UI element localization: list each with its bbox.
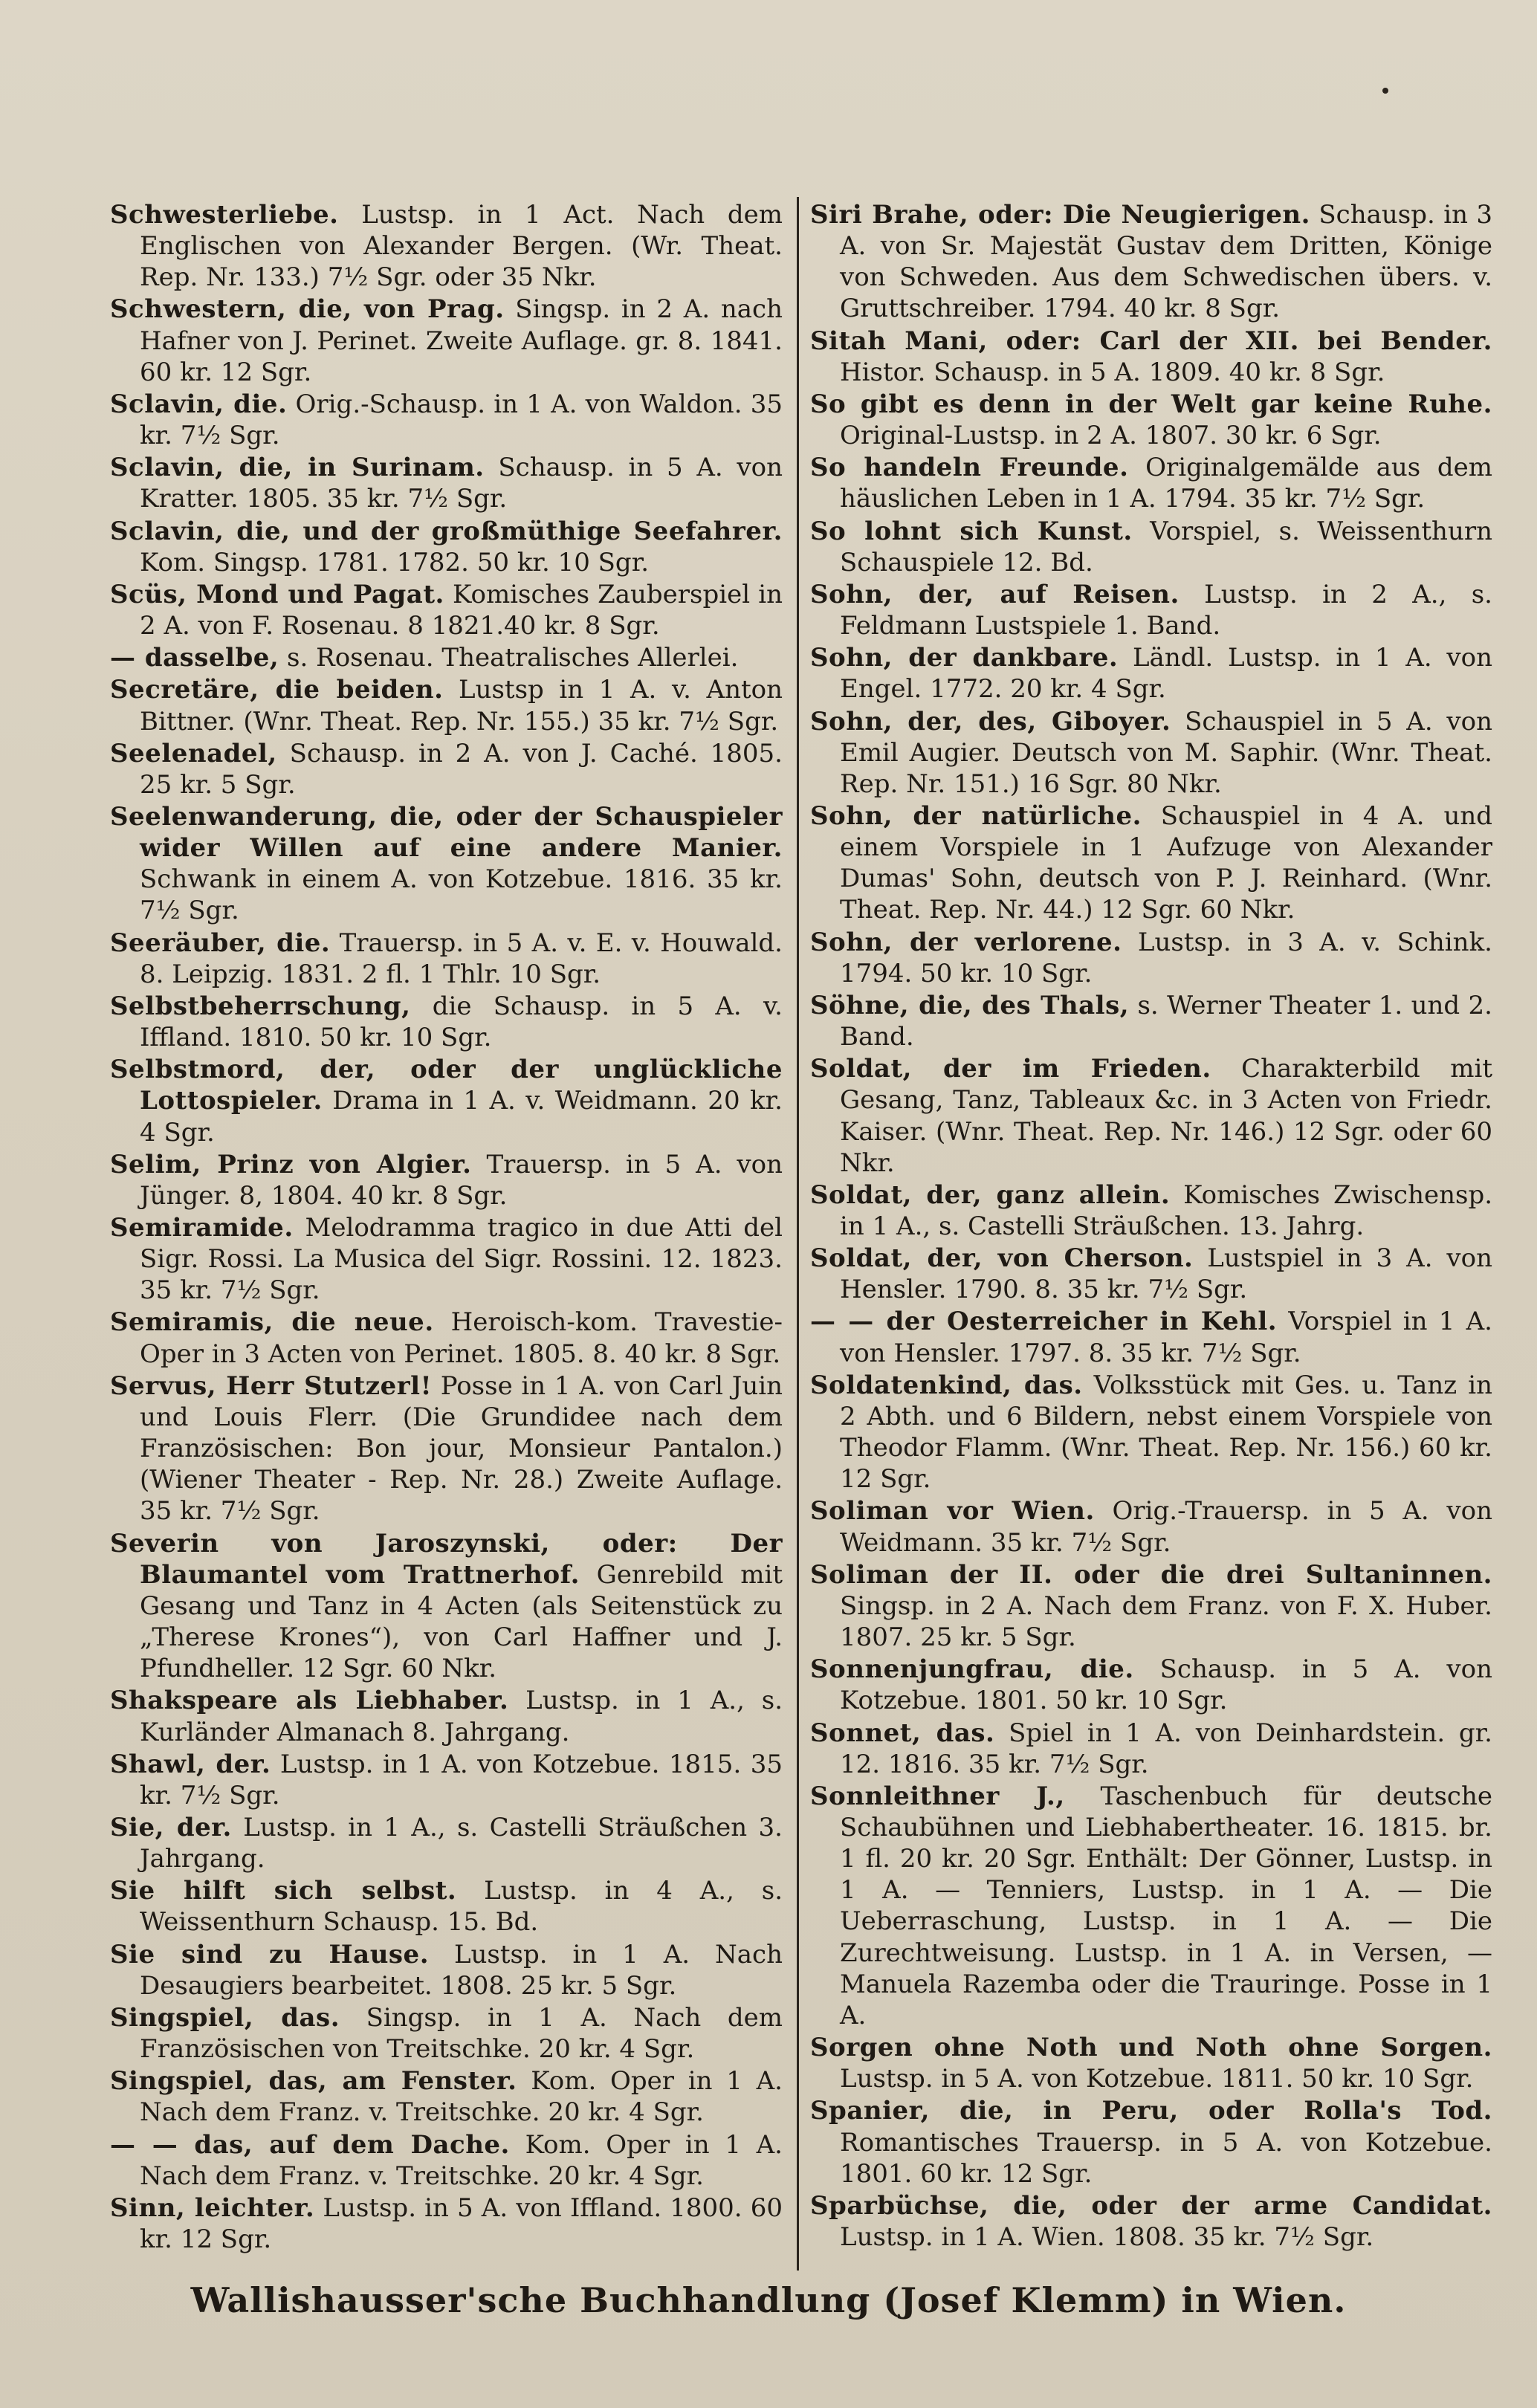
entry-title: Schwestern, die, von Prag. [110,294,505,325]
catalog-entry [110,642,783,673]
catalog-entry [110,452,783,514]
entry-details: Schauspiel in 4 A. und einem Vorspiele in 1 Aufzuge von Alexander Dumas' Sohn, deutsch von P. J. Reinhard. (Wnr. Theat. Rep. Nr. 44.) 12 Sgr. 60 Nkr. [840,800,1493,925]
entry-title: Sonnet, das. [810,1718,995,1748]
entry-title: Sclavin, die, und der großmüthige Seefahrer. [110,516,783,546]
entry-details: Lustspiel in 3 A. von Hensler. 1790. 8. 35 kr. 7½ Sgr. [840,1243,1493,1305]
entry-details: Singsp. in 2 A. Nach dem Franz. von F. X. Huber. 1807. 25 kr. 5 Sgr. [840,1590,1492,1653]
entry-title: Schwesterliebe. [110,200,339,230]
entry-details: Schwank in einem A. von Kotzebue. 1816. 35 kr. 7½ Sgr. [140,864,783,926]
entry-title: Selim, Prinz von Algier. [110,1149,472,1179]
entry-details: Orig.-Schausp. in 1 A. von Waldon. 35 kr. 7½ Sgr. [140,389,783,451]
entry-details: Charakterbild mit Gesang, Tanz, Tableaux &c. in 3 Acten von Friedr. Kaiser. (Wnr. Theat. Rep. Nr. 146.) 12 Sgr. oder 60 Nkr. [840,1054,1492,1178]
entry-details: Orig.-Trauersp. in 5 A. von Weidmann. 35 kr. 7½ Sgr. [840,1496,1492,1558]
catalog-entry [810,1718,1492,1780]
entry-title: Sonnenjungfrau, die. [810,1654,1134,1685]
catalog-entry [110,2129,783,2192]
catalog-entry [810,642,1492,705]
catalog-entry [810,706,1492,800]
entry-details: Spiel in 1 A. von Deinhardstein. gr. 12. 1816. 35 kr. 7½ Sgr. [840,1718,1492,1779]
entry-title: Sohn, der, des, Giboyer. [810,706,1171,737]
entry-title: Soldatenkind, das. [810,1370,1083,1400]
catalog-entry [810,2095,1492,2189]
entry-title: So lohnt sich Kunst. [810,516,1133,546]
catalog-entry [810,2032,1492,2094]
entry-details: Singsp. in 1 A. Nach dem Französischen von Treitschke. 20 kr. 4 Sgr. [140,2002,783,2065]
entry-details: Vorspiel, s. Weissenthurn Schauspiele 12. Bd. [840,516,1492,577]
entry-details: Trauersp. in 5 A. von Jünger. 8, 1804. 40 kr. 8 Sgr. [140,1149,783,1211]
entry-details: Genrebild mit Gesang und Tanz in 4 Acten (als Seitenstück zu „Therese Krones“), von Carl Haffner und J. Pfundheller. 12 Sgr. 60 Nkr. [140,1559,783,1684]
entry-title: Scüs, Mond und Pagat. [110,579,444,609]
entry-details: Schauspiel in 5 A. von Emil Augier. Deutsch von M. Saphir. (Wnr. Theat. Rep. Nr. 151.) 16 Sgr. 80 Nkr. [840,706,1492,799]
entry-title: Sie sind zu Hause. [110,1939,430,1970]
entry-title: Selbstbeherrschung, [110,991,411,1021]
entry-title: Semiramide. [110,1213,294,1243]
catalog-entry [810,516,1492,578]
entry-details: Volksstück mit Ges. u. Tanz in 2 Abth. und 6 Bildern, nebst einem Vorspiele von Theodor Flamm. (Wnr. Theat. Rep. Nr. 156.) 60 kr. 12 Sgr. [840,1370,1492,1495]
entry-title: Sohn, der, auf Reisen. [810,579,1180,609]
catalog-entry [110,1749,783,1811]
entry-details: Drama in 1 A. v. Weidmann. 20 kr. 4 Sgr. [140,1086,783,1148]
entry-title: Singspiel, das. [110,2002,340,2033]
entry-title: Sohn, der verlorene. [810,927,1122,957]
catalog-entry [810,326,1492,388]
entry-details: Lustsp in 1 A. v. Anton Bittner. (Wnr. Theat. Rep. Nr. 155.) 35 kr. 7½ Sgr. [140,675,783,737]
entry-details: Komisches Zwischensp. in 1 A., s. Castelli Sträußchen. 13. Jahrg. [840,1179,1493,1241]
entry-details: die Schausp. in 5 A. v. Iffland. 1810. 50 kr. 10 Sgr. [140,991,783,1053]
entry-details: Lustsp. in 3 A. v. Schink. 1794. 50 kr. 10 Sgr. [840,927,1492,988]
entry-title: Siri Brahe, oder: Die Neugierigen. [810,200,1310,230]
entry-title: — dasselbe, [110,643,279,673]
entry-details: Lustsp. in 1 A. von Kotzebue. 1815. 35 kr. 7½ Sgr. [140,1749,783,1810]
right-column [810,199,1492,2253]
entry-title: Spanier, die, in Peru, oder Rolla's Tod. [810,2096,1492,2126]
entry-details: Melodramma tragico in due Atti del Sigr. Rossi. La Musica del Sigr. Rossini. 12. 1823. 35 kr. 7½ Sgr. [140,1213,783,1306]
entry-details: Ländl. Lustsp. in 1 A. von Engel. 1772. 20 kr. 4 Sgr. [840,643,1492,705]
entry-title: Seeräuber, die. [110,928,331,958]
catalog-entry [110,1939,783,2001]
catalog-entry [810,1306,1492,1368]
entry-details: Schausp. in 5 A. von Kratter. 1805. 35 kr. 7½ Sgr. [140,453,783,514]
catalog-entry [810,199,1492,325]
entry-details: Kom. Singsp. 1781. 1782. 50 kr. 10 Sgr. [140,547,650,577]
entry-details: Lustsp. in 1 A. Wien. 1808. 35 kr. 7½ Sgr. [840,2222,1374,2252]
entry-title: Sorgen ohne Noth und Noth ohne Sorgen. [810,2033,1492,2063]
entry-title: Sclavin, die, in Surinam. [110,453,485,483]
catalog-entry [110,1528,783,1685]
catalog-entry [110,738,783,800]
entry-title: — — das, auf dem Dache. [110,2129,510,2160]
entry-title: Sie hilft sich selbst. [110,1876,457,1906]
catalog-entry [810,990,1492,1052]
entry-title: Soldat, der, von Cherson. [810,1243,1194,1274]
catalog-entry [810,927,1492,989]
entry-details: Singsp. in 2 A. nach Hafner von J. Perinet. Zweite Auflage. gr. 8. 1841. 60 kr. 12 Sgr. [140,294,783,387]
catalog-entry [110,1685,783,1747]
catalog-entry [110,579,783,641]
entry-title: Sohn, der dankbare. [810,643,1119,673]
entry-details: Histor. Schausp. in 5 A. 1809. 40 kr. 8 Sgr. [840,357,1385,387]
entry-details: Kom. Oper in 1 A. Nach dem Franz. v. Treitschke. 20 kr. 4 Sgr. [140,2066,783,2128]
left-column [110,199,783,2256]
catalog-entry [810,1495,1492,1558]
ink-dot [1382,88,1388,94]
entry-details: Schausp. in 2 A. von J. Caché. 1805. 25 kr. 5 Sgr. [140,738,783,800]
entry-title: — — der Oesterreicher in Kehl. [810,1307,1278,1337]
publisher-footer: Wallishausser'sche Buchhandlung (Josef Klemm) in Wien. [190,2280,1347,2320]
entry-title: Selbstmord, der, oder der unglückliche Lottospieler. [110,1055,783,1116]
catalog-entry [810,800,1492,926]
catalog-entry [810,1559,1492,1653]
entry-title: Secretäre, die beiden. [110,675,444,705]
entry-title: Soliman der II. oder die drei Sultaninnen. [810,1559,1492,1590]
catalog-entry [110,389,783,451]
catalog-entry [110,1212,783,1306]
catalog-entry [110,1875,783,1938]
entry-title: Sinn, leichter. [110,2192,315,2223]
catalog-entry [810,1179,1492,1242]
catalog-entry [110,2002,783,2065]
catalog-entry [110,294,783,387]
entry-title: Sitah Mani, oder: Carl der XII. bei Bender. [810,326,1492,356]
entry-details: Originalgemälde aus dem häuslichen Leben in 1 A. 1794. 35 kr. 7½ Sgr. [840,453,1492,514]
catalog-entry [110,2065,783,2128]
entry-details: Lustsp. in 5 A. von Kotzebue. 1811. 50 kr. 10 Sgr. [840,2064,1474,2094]
entry-details: Lustsp. in 1 Act. Nach dem Englischen von Alexander Bergen. (Wr. Theat. Rep. Nr. 133.) 7½ Sgr. oder 35 Nkr. [140,200,783,293]
catalog-entry [110,1149,783,1211]
catalog-entry [810,389,1492,451]
entry-title: Sie, der. [110,1812,232,1842]
catalog-entry [110,1307,783,1369]
catalog-entry [110,1054,783,1148]
entry-details: Komisches Zauberspiel in 2 A. von F. Rosenau. 8 1821.40 kr. 8 Sgr. [140,579,783,641]
entry-title: Seelenwanderung, die, oder der Schauspieler wider Willen auf eine andere Manier. [110,801,783,864]
entry-details: Lustsp. in 1 A., s. Castelli Sträußchen 3. Jahrgang. [140,1812,783,1874]
entry-title: Sonnleithner J., [810,1781,1065,1811]
entry-details: Heroisch-kom. Travestie-Oper in 3 Acten von Perinet. 1805. 8. 40 kr. 8 Sgr. [140,1307,783,1369]
entry-title: Sclavin, die. [110,389,288,419]
entry-details: Posse in 1 A. von Carl Juin und Louis Flerr. (Die Grundidee nach dem Französischen: Bon jour, Monsieur Pantalon.) (Wiener Theater - Rep. Nr. 28.) Zweite Auflage. 35 kr. 7½ Sgr. [140,1370,783,1527]
catalog-entry [110,1370,783,1527]
catalog-entry [810,452,1492,514]
right-entry-list [810,199,1492,2253]
catalog-entry [110,928,783,990]
catalog-entry [810,1781,1492,2031]
entry-details: Romantisches Trauersp. in 5 A. von Kotzebue. 1801. 60 kr. 12 Sgr. [840,2127,1492,2189]
entry-details: Taschenbuch für deutsche Schaubühnen und Liebhabertheater. 16. 1815. br. 1 fl. 20 kr. 20 Sgr. Enthält: Der Gönner, Lustsp. in 1 A. — Tenniers, Lustsp. in 1 A. — Die Ueberraschung, Lustsp. in 1 A. — Die Zurechtweisung. Lustsp. in 1 A. in Versen, — Manuela Razemba oder die Trauringe. Posse in 1 A. [840,1781,1492,2030]
entry-title: Söhne, die, des Thals, [810,990,1130,1020]
entry-title: Seelenadel, [110,738,277,768]
entry-title: Soldat, der, ganz allein. [810,1179,1171,1210]
entry-details: s. Werner Theater 1. und 2. Band. [840,990,1492,1052]
entry-details: Vorspiel in 1 A. von Hensler. 1797. 8. 35 kr. 7½ Sgr. [840,1307,1492,1368]
entry-details: Schausp. in 5 A. von Kotzebue. 1801. 50 kr. 10 Sgr. [840,1654,1492,1716]
catalog-entry [810,2190,1492,2253]
entry-details: Kom. Oper in 1 A. Nach dem Franz. v. Treitschke. 20 kr. 4 Sgr. [140,2129,783,2191]
entry-details: Lustsp. in 4 A., s. Weissenthurn Schausp. 15. Bd. [140,1876,783,1938]
column-divider [797,197,799,2271]
entry-title: Sohn, der natürliche. [810,800,1142,831]
entry-title: Soliman vor Wien. [810,1496,1095,1527]
entry-details: Schausp. in 3 A. von Sr. Majestät Gustav dem Dritten, Könige von Schweden. Aus dem Schwedischen übers. v. Gruttschreiber. 1794. 40 kr. 8 Sgr. [840,200,1493,324]
left-entry-list [110,199,783,2255]
catalog-entry [110,801,783,927]
entry-title: Sparbüchse, die, oder der arme Candidat. [810,2190,1492,2221]
catalog-entry [810,1053,1492,1179]
entry-title: Singspiel, das, am Fenster. [110,2066,517,2097]
entry-title: Semiramis, die neue. [110,1307,434,1338]
catalog-entry [810,579,1492,641]
catalog-entry [110,2192,783,2255]
entry-details: Lustsp. in 2 A., s. Feldmann Lustspiele 1. Band. [840,579,1492,641]
catalog-entry [810,1243,1492,1305]
catalog-entry [110,1812,783,1874]
entry-details: Lustsp. in 1 A., s. Kurländer Almanach 8. Jahrgang. [140,1686,783,1747]
entry-details: Lustsp. in 5 A. von Iffland. 1800. 60 kr. 12 Sgr. [140,2192,783,2254]
entry-title: So gibt es denn in der Welt gar keine Ruhe. [810,389,1492,419]
entry-title: So handeln Freunde. [810,453,1129,483]
entry-details: Trauersp. in 5 A. v. E. v. Houwald. 8. Leipzig. 1831. 2 fl. 1 Thlr. 10 Sgr. [140,928,783,989]
catalog-entry [110,991,783,1053]
catalog-entry [110,199,783,293]
entry-title: Severin von Jaroszynski, oder: Der Blaumantel vom Trattnerhof. [110,1528,783,1590]
entry-details: Lustsp. in 1 A. Nach Desaugiers bearbeitet. 1808. 25 kr. 5 Sgr. [140,1939,783,2001]
catalog-entry [110,516,783,578]
entry-details: Original-Lustsp. in 2 A. 1807. 30 kr. 6 Sgr. [840,421,1382,451]
entry-details: s. Rosenau. Theatralisches Allerlei. [279,643,739,673]
entry-title: Soldat, der im Frieden. [810,1054,1211,1084]
catalog-entry [810,1370,1492,1495]
entry-title: Servus, Herr Stutzerl! [110,1370,432,1401]
catalog-entry [110,674,783,737]
catalog-entry [810,1654,1492,1716]
entry-title: Shakspeare als Liebhaber. [110,1686,509,1716]
entry-title: Shawl, der. [110,1749,271,1779]
